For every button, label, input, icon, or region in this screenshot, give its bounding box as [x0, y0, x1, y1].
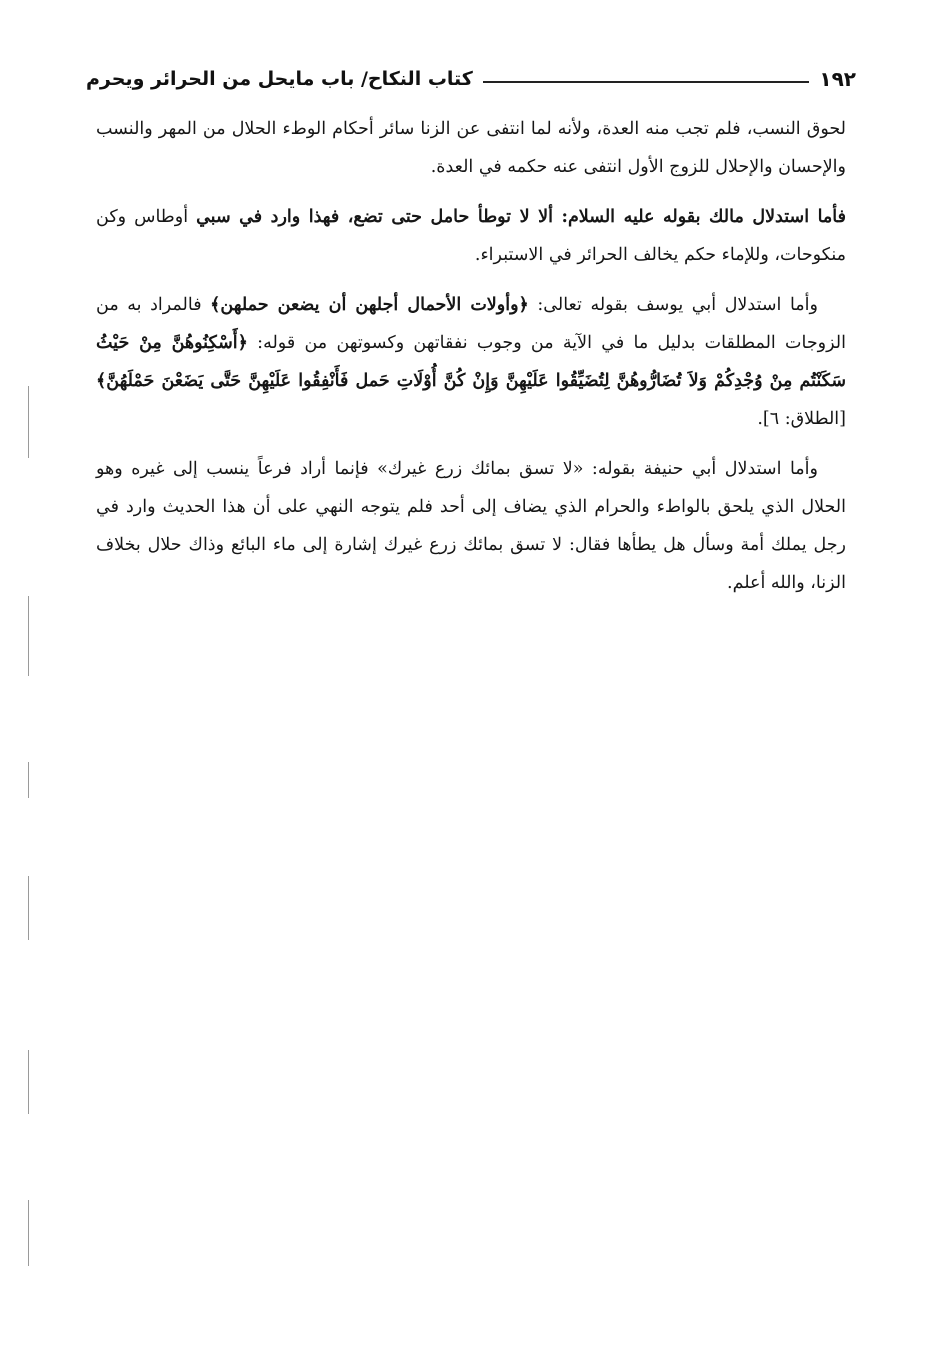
scan-artifact-line — [28, 876, 29, 940]
verse-reference: [الطلاق: ٦]. — [757, 409, 846, 429]
body-text — [96, 110, 846, 614]
paragraph-2 — [96, 198, 846, 274]
paragraph-4 — [96, 450, 846, 602]
running-title: كتاب النكاح/ باب مايحل من الحرائر ويحرم — [86, 68, 473, 90]
paragraph-3-middle: فالمراد به من الزوجات المطلقات بدليل ما في الآية من وجوب نفقاتهن وكسوتهن من قوله: — [96, 295, 846, 353]
running-header — [86, 62, 856, 96]
quran-quote: ﴿وأولات الأحمال أجلهن أن يضعن حملهن﴾ — [210, 295, 529, 315]
scan-artifact-line — [28, 386, 29, 458]
scan-artifact-line — [28, 1200, 29, 1266]
page-number: ١٩٢ — [819, 67, 856, 91]
paragraph-1-text: لحوق النسب، فلم تجب منه العدة، ولأنه لما انتفى عن الزنا سائر أحكام الوطء الحلال من المهر والنسب والإحسان والإحلال للزوج الأول انتفى عنه حكمه في العدة. — [96, 119, 846, 177]
quran-verse: ﴿أَسْكِنُوهُنَّ مِنْ حَيْثُ سَكَنْتُم مِنْ وُجْدِكُمْ وَلاَ تُضَارُّوهُنَّ لِتُضَيِّقُوا عَلَيْهِنَّ وَإِنْ كُنَّ أُوْلَاتِ حَمل فَأَنْفِقُوا عَلَيْهِنَّ حَتَّى يَضَعْنَ حَمْلَهُنَّ﴾ — [96, 333, 846, 391]
paragraph-1 — [96, 110, 846, 186]
scan-artifact-line — [28, 1050, 29, 1114]
scan-artifact-line — [28, 596, 29, 676]
paragraph-4-text: وأما استدلال أبي حنيفة بقوله: «لا تسق بمائك زرع غيرك» فإنما أراد فرعاً ينسب إلى غيره وهو الحلال الذي يلحق بالواطء والحرام الذي يضاف إلى أحد فلم يتوجه النهي على أن هذا الحديث وارد في رجل يملك أمة وسأل هل يطأها فقال: لا تسق بمائك زرع غيرك إشارة إلى ماء البائع وذاك حلال بخلاف الزنا، والله أعلم. — [96, 459, 846, 593]
paragraph-2-lead: فأما استدلال مالك بقوله عليه السلام: ألا لا توطأ حامل حتى تضع، فهذا وارد في سبي — [196, 207, 847, 227]
scan-artifact-line — [28, 762, 29, 798]
paragraph-3-intro: وأما استدلال أبي يوسف بقوله تعالى: — [528, 295, 818, 315]
paragraph-2-rest: أوطاس وكن منكوحات، وللإماء حكم يخالف الحرائر في الاستبراء. — [96, 207, 846, 265]
header-rule — [483, 81, 810, 83]
paragraph-3 — [96, 286, 846, 438]
